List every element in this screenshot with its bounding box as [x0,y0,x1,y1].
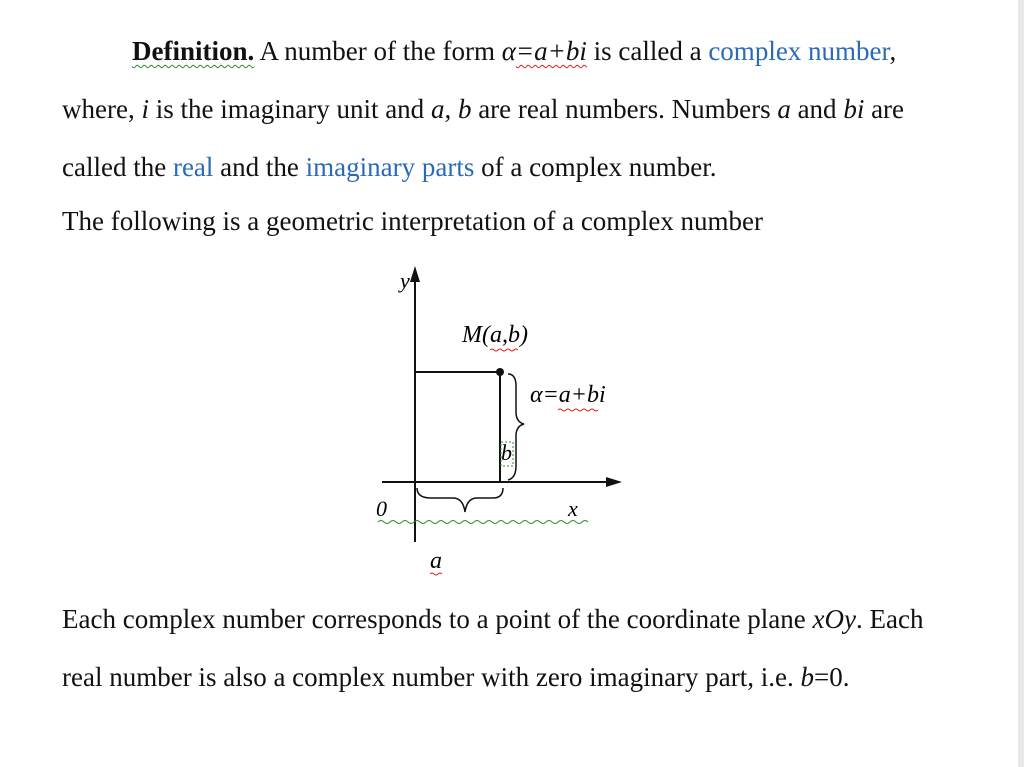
closing-line-2: real number is also a complex number with zero imaginary part, i.e. b=0. [62,662,850,692]
closing-paragraph [62,590,942,706]
formula-rest: =a+bi [515,36,587,66]
definition-line-3: called the real and the imaginary parts of a complex number. [62,152,717,182]
closing-line-1: Each complex number corresponds to a point of the coordinate plane xOy. Each [62,604,924,634]
link-complex-number[interactable]: complex number [708,36,890,66]
formula-label: α=a+bi [530,382,606,408]
definition-line-2: where, i is the imaginary unit and a, b are real numbers. Numbers a and bi are [62,94,905,124]
point-m [496,368,504,376]
b-label: b [501,440,512,465]
complex-plane-diagram [360,262,650,592]
point-label-spell [490,349,518,351]
definition-paragraph [62,22,942,196]
a-label: a [430,548,442,574]
x-axis-label: x [568,496,578,521]
formula-alpha: α [501,36,516,66]
intro-text: The following is a geometric interpretation of a complex number [62,206,764,236]
y-axis-label: y [400,268,410,293]
point-label: M(a,b) [462,322,528,348]
a-brace [417,488,503,512]
link-imaginary-parts[interactable]: imaginary parts [305,152,475,182]
x-axis-arrow [606,477,622,487]
definition-term: Definition. [132,36,255,66]
slide-right-edge [1018,0,1024,767]
link-real[interactable]: real [172,152,214,182]
definition-line-1: Definition. A number of the form α=a+bi is called a complex number, [132,36,897,66]
y-axis-arrow [410,266,420,282]
origin-label: 0 [376,496,387,521]
origin-spell-underline [378,521,588,524]
formula-label-spell [558,409,598,411]
